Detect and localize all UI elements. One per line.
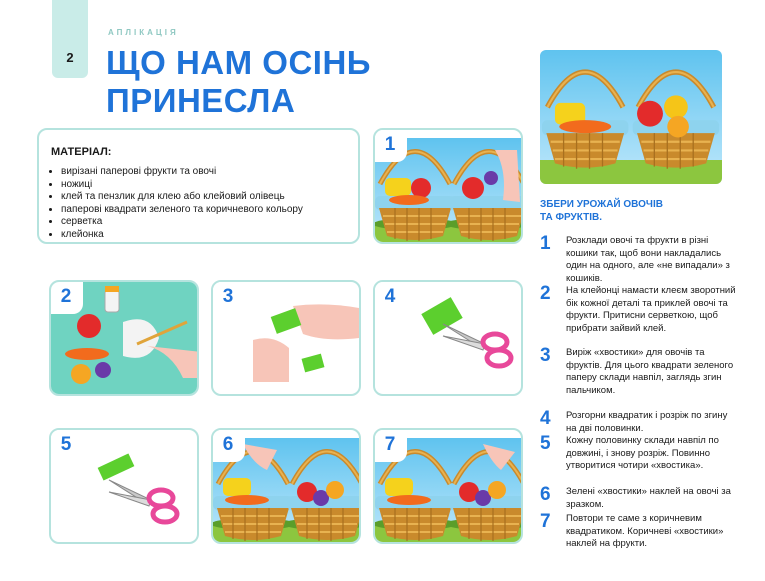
panel-number: 6	[211, 428, 245, 462]
panel-number: 4	[373, 280, 407, 314]
material-item: • серветка	[61, 216, 303, 229]
step-text: Розклади овочі та фрукти в різні кошики так, щоб вони накладались один на одного, але «не випадали» з кошиків.	[566, 235, 730, 284]
title-line-1: ЩО НАМ ОСІНЬ	[106, 44, 372, 81]
step-panel-5	[49, 428, 199, 544]
step-number: 3	[540, 345, 551, 366]
panel-number: 5	[49, 428, 83, 462]
materials-card	[37, 128, 360, 244]
step-number: 6	[540, 484, 551, 505]
step-number: 1	[540, 233, 551, 254]
step-number: 4	[540, 408, 551, 429]
material-item: • клейонка	[61, 229, 303, 242]
step-text: Кожну половинку склади навпіл по довжині, і знову розріж. Повинно утворитися чотири «хвостика».	[566, 435, 719, 471]
materials-title: МАТЕРІАЛ:	[51, 146, 112, 158]
step-panel-4	[373, 280, 523, 396]
section-label: АПЛІКАЦІЯ	[108, 28, 179, 37]
material-item: • ножиці	[61, 179, 303, 192]
step-text: Повтори те саме з коричневим квадратиком. Коричневі «хвостики» наклей на фрукти.	[566, 513, 724, 549]
instructions-title-line-2: ТА ФРУКТІВ.	[540, 212, 603, 223]
page-tab	[52, 0, 88, 78]
step-panel-2	[49, 280, 199, 396]
material-item: • клей та пензлик для клею або клейовий олівець	[61, 191, 303, 204]
panel-number: 7	[373, 428, 407, 462]
result-image	[540, 50, 722, 184]
step-panel-1	[373, 128, 523, 244]
step-panel-7	[373, 428, 523, 544]
step-panel-3	[211, 280, 361, 396]
instructions-title	[540, 198, 720, 224]
materials-list	[49, 166, 303, 241]
step-text: На клейонці намасти клеєм зворотний бік кожної деталі та приклей овочі та фрукти. Притисни серветкою, щоб прибрати зайвий клей.	[566, 285, 736, 334]
step-text: Зелені «хвостики» наклей на овочі за зразком.	[566, 486, 731, 510]
step-text: Розгорни квадратик і розріж по згину на дві половинки.	[566, 410, 728, 434]
panel-number: 2	[49, 280, 83, 314]
material-item: • паперові квадрати зеленого та коричневого кольору	[61, 204, 303, 217]
final-baskets-illustration	[540, 50, 722, 184]
step-number: 2	[540, 283, 551, 304]
page-number: 2	[66, 50, 74, 65]
step-text: Виріж «хвостики» для овочів та фруктів. Для цього квадрати зеленого паперу склади навпіл, заглядь згин пальчиком.	[566, 347, 734, 396]
step-number: 7	[540, 511, 551, 532]
title-line-2: ПРИНЕСЛА	[106, 82, 296, 119]
panel-number: 3	[211, 280, 245, 314]
step-number: 5	[540, 433, 551, 454]
material-item: • вирізані паперові фрукти та овочі	[61, 166, 303, 179]
panel-number: 1	[373, 128, 407, 162]
step-panel-6	[211, 428, 361, 544]
page-title	[106, 44, 371, 120]
instructions-title-line-1: ЗБЕРИ УРОЖАЙ ОВОЧІВ	[540, 199, 663, 210]
